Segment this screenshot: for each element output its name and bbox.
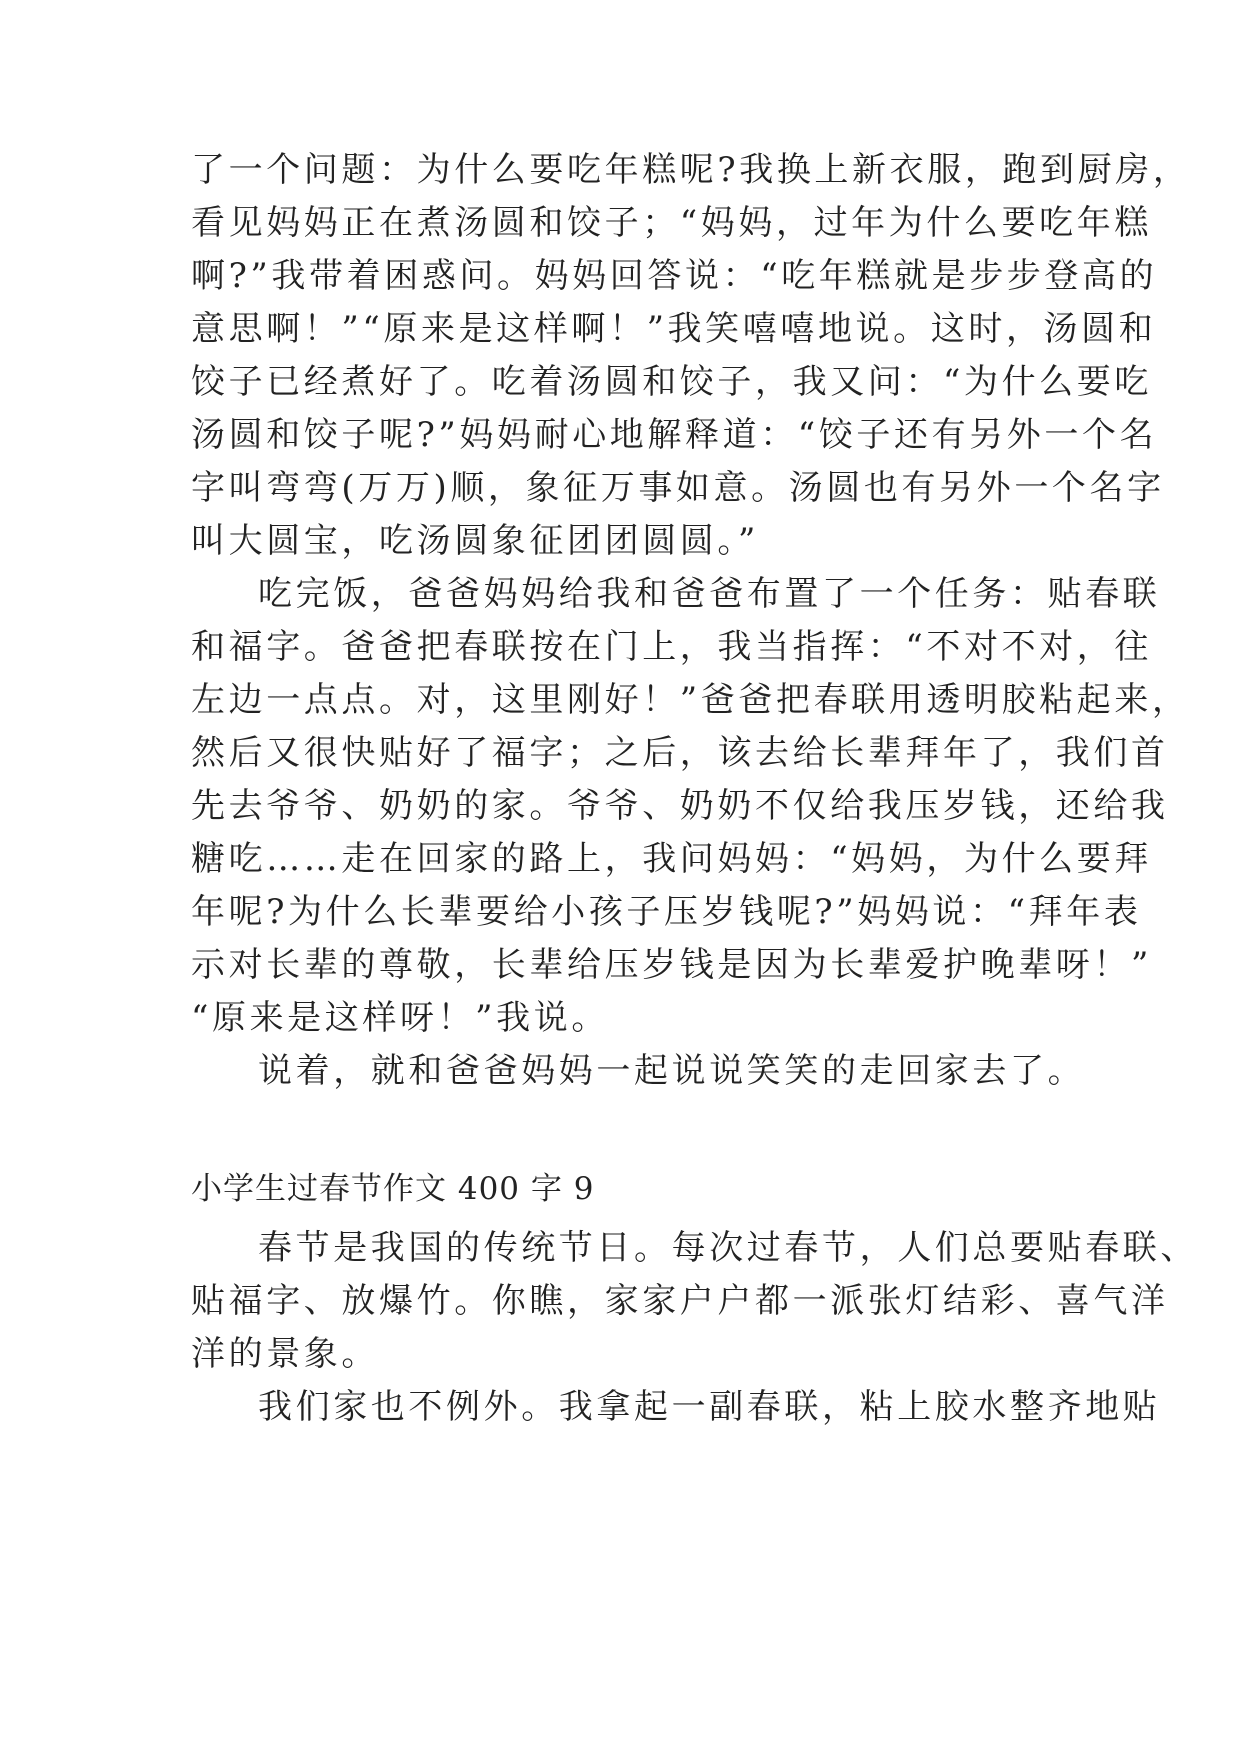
paragraph-line: 看见妈妈正在煮汤圆和饺子；“妈妈，过年为什么要吃年糕 — [191, 203, 1152, 243]
paragraph-line: 意思啊！”“原来是这样啊！”我笑嘻嘻地说。这时，汤圆和 — [191, 309, 1157, 349]
paragraph-line: 字叫弯弯(万万)顺，象征万事如意。汤圆也有另外一个名字 — [191, 468, 1165, 508]
paragraph-line: 糖吃……走在回家的路上，我问妈妈：“妈妈，为什么要拜 — [191, 839, 1152, 879]
paragraph-line: 示对长辈的尊敬，长辈给压岁钱是因为长辈爱护晚辈呀！” — [191, 945, 1152, 985]
paragraph-line: 洋的景象。 — [191, 1334, 379, 1374]
paragraph-line: 春节是我国的传统节日。每次过春节，人们总要贴春联、 — [258, 1228, 1198, 1268]
section-title: 小学生过春节作文 400 字 9 — [191, 1171, 595, 1207]
paragraph-line: 吃完饭，爸爸妈妈给我和爸爸布置了一个任务：贴春联 — [258, 574, 1161, 614]
paragraph-line: 我们家也不例外。我拿起一副春联，粘上胶水整齐地贴 — [258, 1387, 1161, 1427]
paragraph-line: 贴福字、放爆竹。你瞧，家家户户都一派张灯结彩、喜气洋 — [191, 1281, 1169, 1321]
paragraph-line: 先去爷爷、奶奶的家。爷爷、奶奶不仅给我压岁钱，还给我 — [191, 786, 1169, 826]
paragraph-line: 了一个问题：为什么要吃年糕呢?我换上新衣服，跑到厨房， — [191, 150, 1191, 190]
paragraph-line: 说着，就和爸爸妈妈一起说说笑笑的走回家去了。 — [258, 1051, 1086, 1091]
paragraph-line: 啊?”我带着困惑问。妈妈回答说：“吃年糕就是步步登高的 — [191, 256, 1158, 296]
paragraph-line: 和福字。爸爸把春联按在门上，我当指挥：“不对不对，往 — [191, 627, 1152, 667]
paragraph-line: “原来是这样呀！”我说。 — [191, 998, 609, 1038]
paragraph-line: 左边一点点。对，这里刚好！”爸爸把春联用透明胶粘起来， — [191, 680, 1190, 720]
paragraph-line: 汤圆和饺子呢?”妈妈耐心地解释道：“饺子还有另外一个名 — [191, 415, 1158, 455]
paragraph-line: 然后又很快贴好了福字；之后，该去给长辈拜年了，我们首 — [191, 733, 1169, 773]
paragraph-line: 饺子已经煮好了。吃着汤圆和饺子，我又问：“为什么要吃 — [191, 362, 1152, 402]
paragraph-line: 年呢?为什么长辈要给小孩子压岁钱呢?”妈妈说：“拜年表 — [191, 892, 1142, 932]
paragraph-line: 叫大圆宝，吃汤圆象征团团圆圆。” — [191, 521, 759, 561]
